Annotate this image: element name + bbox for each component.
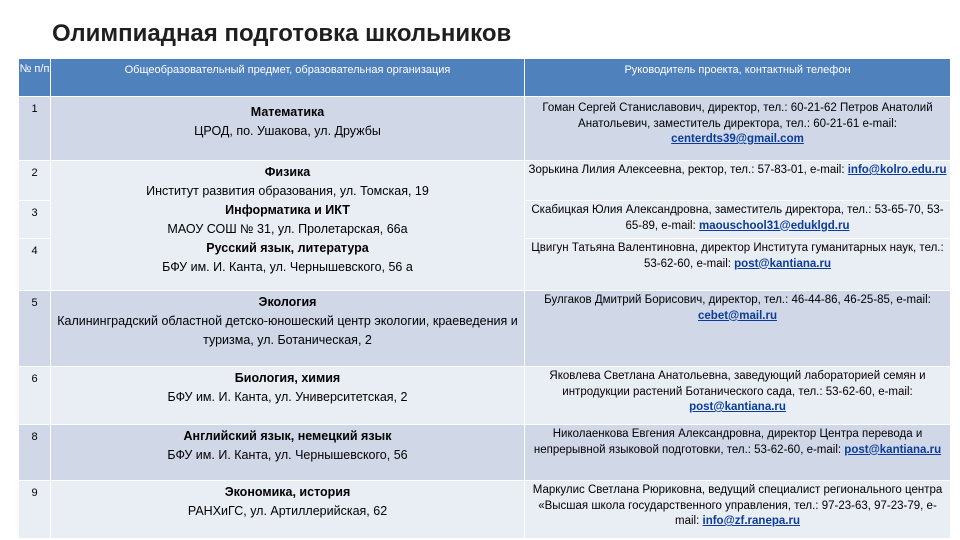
table-header-row: [19, 59, 951, 97]
subject-name: Биология, химия: [234, 371, 341, 385]
row-num: 8: [19, 425, 51, 481]
email-link[interactable]: cebet@mail.ru: [698, 309, 777, 322]
subject-cell: [51, 97, 525, 161]
email-link[interactable]: maouschool31@eduklgd.ru: [698, 219, 850, 232]
subject-name: Физика: [264, 165, 311, 179]
subject-org: РАНХиГС, ул. Артиллерийская, 62: [187, 504, 388, 518]
email-link[interactable]: post@kantiana.ru: [844, 443, 942, 456]
subject-org: БФУ им. И. Канта, ул. Чернышевского, 56 а: [162, 260, 413, 274]
email-link[interactable]: post@kantiana.ru: [734, 257, 831, 270]
table-row: [19, 97, 951, 161]
subject-org: БФУ им. И. Канта, ул. Университетская, 2: [167, 390, 408, 404]
header-subject: Общеобразовательный предмет, образовательная организация: [51, 59, 525, 97]
subject-name: Английский язык, немецкий язык: [183, 429, 392, 443]
row-num: 6: [19, 367, 51, 425]
subject-name: Математика: [250, 105, 325, 119]
contact-text: Скабицкая Юлия Александровна, заместитель директора, тел.: 53-65-70, 53-65-89, e-mail:: [531, 204, 944, 232]
contact-cell: [525, 425, 951, 481]
subject-org: Калининградский областной детско-юношеский центр экологии, краеведения и туризма, ул. Ботаническая, 2: [57, 314, 518, 347]
subject-cell: [51, 291, 525, 367]
row-num: 1: [19, 97, 51, 161]
contact-text: Николаенкова Евгения Александровна, директор Центра перевода и непрерывной языковой подготовки, тел.: 53-62-60, e-mail:: [533, 428, 923, 456]
contact-cell: [525, 201, 951, 239]
subject-org: ЦРОД, по. Ушакова, ул. Дружбы: [194, 124, 381, 138]
subject-cell: [51, 425, 525, 481]
table-row: [19, 161, 951, 201]
subject-org: МАОУ СОШ № 31, ул. Пролетарская, 66а: [167, 222, 408, 236]
contact-cell: [525, 97, 951, 161]
row-num: 3: [19, 201, 51, 239]
contact-cell: [525, 367, 951, 425]
subject-name: Экология: [258, 295, 317, 309]
olympiad-table: [18, 58, 951, 539]
table-row: [19, 367, 951, 425]
subject-org: Институт развития образования, ул. Томская, 19: [146, 184, 429, 198]
subject-cell: [51, 161, 525, 291]
contact-text: Цвигун Татьяна Валентиновна, директор Института гуманитарных наук, тел.: 53-62-60, e-mail:: [531, 242, 944, 270]
contact-cell: [525, 161, 951, 201]
header-contact: Руководитель проекта, контактный телефон: [525, 59, 951, 97]
contact-text: Гоман Сергей Станиславович, директор, тел.: 60-21-62 Петров Анатолий Анатольевич, заместитель директора, тел.: 60-21-61 e-mail:: [542, 102, 933, 130]
subject-org: БФУ им. И. Канта, ул. Чернышевского, 56: [167, 448, 408, 462]
table-row: [19, 291, 951, 367]
contact-text: Булгаков Дмитрий Борисович, директор, тел.: 46-44-86, 46-25-85, e-mail:: [544, 294, 931, 306]
row-num: 2: [19, 161, 51, 201]
row-num: 9: [19, 481, 51, 539]
subject-name: Русский язык, литература: [206, 241, 369, 255]
email-link[interactable]: info@zf.ranepa.ru: [702, 515, 800, 527]
email-link[interactable]: centerdts39@gmail.com: [671, 133, 804, 145]
contact-text: Маркулис Светлана Рюриковна, ведущий специалист регионального центра «Высшая школа государственного управления, тел.: 97-23-63, 97-23-79, e-mail:: [532, 484, 943, 527]
header-num: № п/п: [19, 59, 51, 97]
page-title: Олимпиадная подготовка школьников: [52, 20, 512, 47]
contact-text: Яковлева Светлана Анатольевна, заведующий лабораторией семян и интродукции растений Ботанического сада, тел.: 53-62-60, e-mail:: [549, 370, 926, 398]
table-row: [19, 425, 951, 481]
subject-name: Экономика, история: [224, 485, 351, 499]
subject-cell: [51, 367, 525, 425]
contact-cell: [525, 481, 951, 539]
email-link[interactable]: post@kantiana.ru: [689, 401, 786, 413]
subject-name: Информатика и ИКТ: [225, 203, 350, 217]
row-num: 5: [19, 291, 51, 367]
row-num: 4: [19, 239, 51, 291]
email-link[interactable]: info@kolro.edu.ru: [847, 164, 947, 176]
contact-cell: [525, 239, 951, 291]
contact-cell: [525, 291, 951, 367]
subject-cell: [51, 481, 525, 539]
table-row: [19, 481, 951, 539]
contact-text: Зорькина Лилия Алексеевна, ректор, тел.: 57-83-01, e-mail:: [528, 164, 848, 176]
